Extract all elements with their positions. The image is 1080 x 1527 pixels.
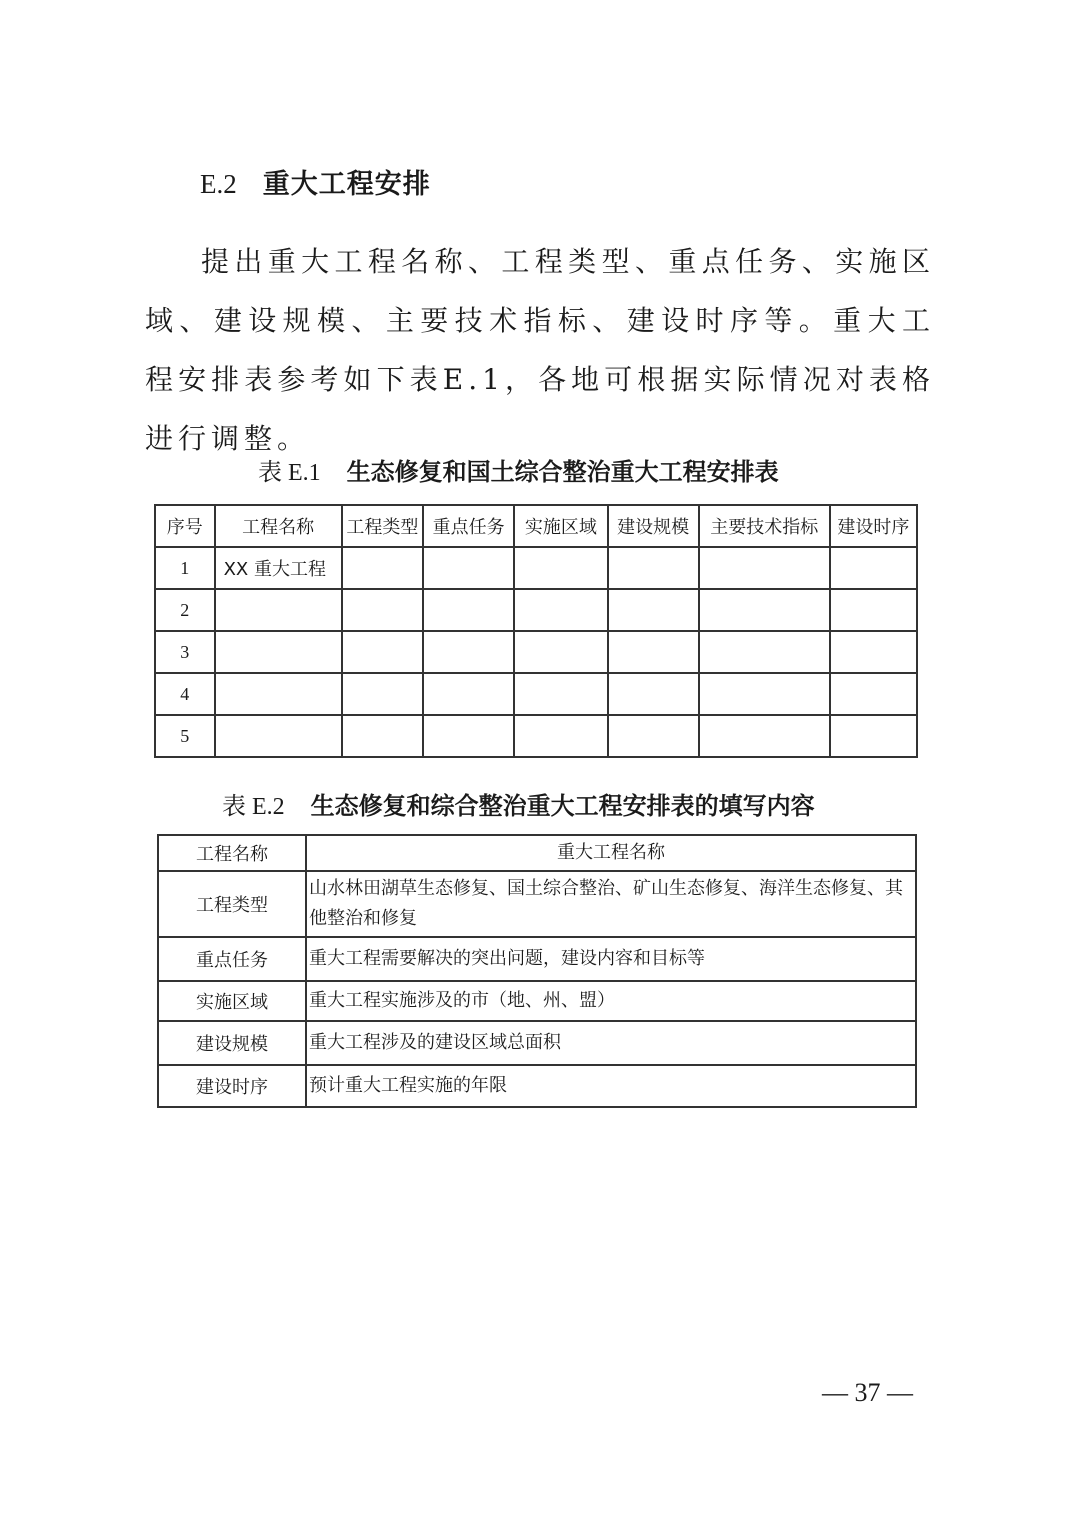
row-value: 重大工程涉及的建设区域总面积 xyxy=(306,1021,916,1065)
row-key: 重点任务 xyxy=(158,937,306,981)
row-value: 预计重大工程实施的年限 xyxy=(306,1065,916,1107)
fill-in-content-table xyxy=(157,834,917,1108)
table-row xyxy=(155,631,917,673)
table-cell xyxy=(342,715,423,757)
table-cell xyxy=(608,673,699,715)
table-cell xyxy=(423,673,514,715)
table-cell xyxy=(699,631,830,673)
header-cell: 重点任务 xyxy=(423,505,514,547)
table-cell xyxy=(830,631,917,673)
table-cell: 5 xyxy=(155,715,215,757)
table-cell xyxy=(514,631,607,673)
project-arrangement-table xyxy=(154,504,918,758)
table-cell xyxy=(699,673,830,715)
row-key: 实施区域 xyxy=(158,981,306,1021)
table1-caption-title: 生态修复和国土综合整治重大工程安排表 xyxy=(346,458,779,486)
table-cell xyxy=(423,547,514,589)
table-cell: 1 xyxy=(155,547,215,589)
section-title: 重大工程安排 xyxy=(262,169,431,200)
row-key: 建设规模 xyxy=(158,1021,306,1065)
table-cell: XX 重大工程 xyxy=(215,547,342,589)
table-cell xyxy=(342,589,423,631)
table-cell xyxy=(215,673,342,715)
table-cell: 4 xyxy=(155,673,215,715)
row-key: 工程名称 xyxy=(158,835,306,871)
section-heading xyxy=(200,162,431,201)
row-value: 重大工程名称 xyxy=(306,835,916,871)
table-cell xyxy=(830,589,917,631)
row-value: 重大工程需要解决的突出问题，建设内容和目标等 xyxy=(306,937,916,981)
header-cell: 序号 xyxy=(155,505,215,547)
table-row xyxy=(158,871,916,937)
header-cell: 实施区域 xyxy=(514,505,607,547)
table2-caption-number: 表 E.2 xyxy=(222,794,285,820)
table-cell xyxy=(699,547,830,589)
header-cell: 工程名称 xyxy=(215,505,342,547)
table-cell xyxy=(423,715,514,757)
table-cell xyxy=(514,589,607,631)
table-cell xyxy=(699,589,830,631)
table-row xyxy=(158,1065,916,1107)
page-number: — 37 — xyxy=(822,1378,913,1407)
table-cell xyxy=(342,547,423,589)
header-cell: 建设时序 xyxy=(830,505,917,547)
row-value: 山水林田湖草生态修复、国土综合整治、矿山生态修复、海洋生态修复、其他整治和修复 xyxy=(306,871,916,937)
table-cell xyxy=(830,547,917,589)
table-cell xyxy=(608,631,699,673)
table-row xyxy=(155,673,917,715)
table-cell xyxy=(342,631,423,673)
table-row xyxy=(158,937,916,981)
table-cell xyxy=(215,589,342,631)
table-cell xyxy=(830,673,917,715)
section-number: E.2 xyxy=(200,169,237,199)
table-cell xyxy=(342,673,423,715)
table-row xyxy=(158,1021,916,1065)
table-header-row xyxy=(155,505,917,547)
row-key: 建设时序 xyxy=(158,1065,306,1107)
table-cell xyxy=(608,547,699,589)
table-cell xyxy=(514,547,607,589)
table-cell: 2 xyxy=(155,589,215,631)
table-cell xyxy=(608,715,699,757)
header-cell: 建设规模 xyxy=(608,505,699,547)
table2-caption-title: 生态修复和综合整治重大工程安排表的填写内容 xyxy=(310,792,815,820)
table1-caption xyxy=(258,452,779,487)
table1-caption-number: 表 E.1 xyxy=(258,460,321,486)
table-cell xyxy=(215,631,342,673)
table-cell xyxy=(423,589,514,631)
table-cell xyxy=(423,631,514,673)
table-row xyxy=(155,589,917,631)
table-row xyxy=(155,715,917,757)
table-cell xyxy=(830,715,917,757)
table-cell xyxy=(514,715,607,757)
table-row xyxy=(155,547,917,589)
table-cell xyxy=(699,715,830,757)
row-key: 工程类型 xyxy=(158,871,306,937)
table-cell xyxy=(215,715,342,757)
row-value: 重大工程实施涉及的市（地、州、盟） xyxy=(306,981,916,1021)
table-row xyxy=(158,835,916,871)
header-cell: 工程类型 xyxy=(342,505,423,547)
body-paragraph: 提出重大工程名称、工程类型、重点任务、实施区域、建设规模、主要技术指标、建设时序等。重大工程安排表参考如下表E.1，各地可根据实际情况对表格进行调整。 xyxy=(145,245,935,455)
table-cell: 3 xyxy=(155,631,215,673)
table-row xyxy=(158,981,916,1021)
table-cell xyxy=(514,673,607,715)
table2-caption xyxy=(222,786,815,821)
header-cell: 主要技术指标 xyxy=(699,505,830,547)
table-cell xyxy=(608,589,699,631)
